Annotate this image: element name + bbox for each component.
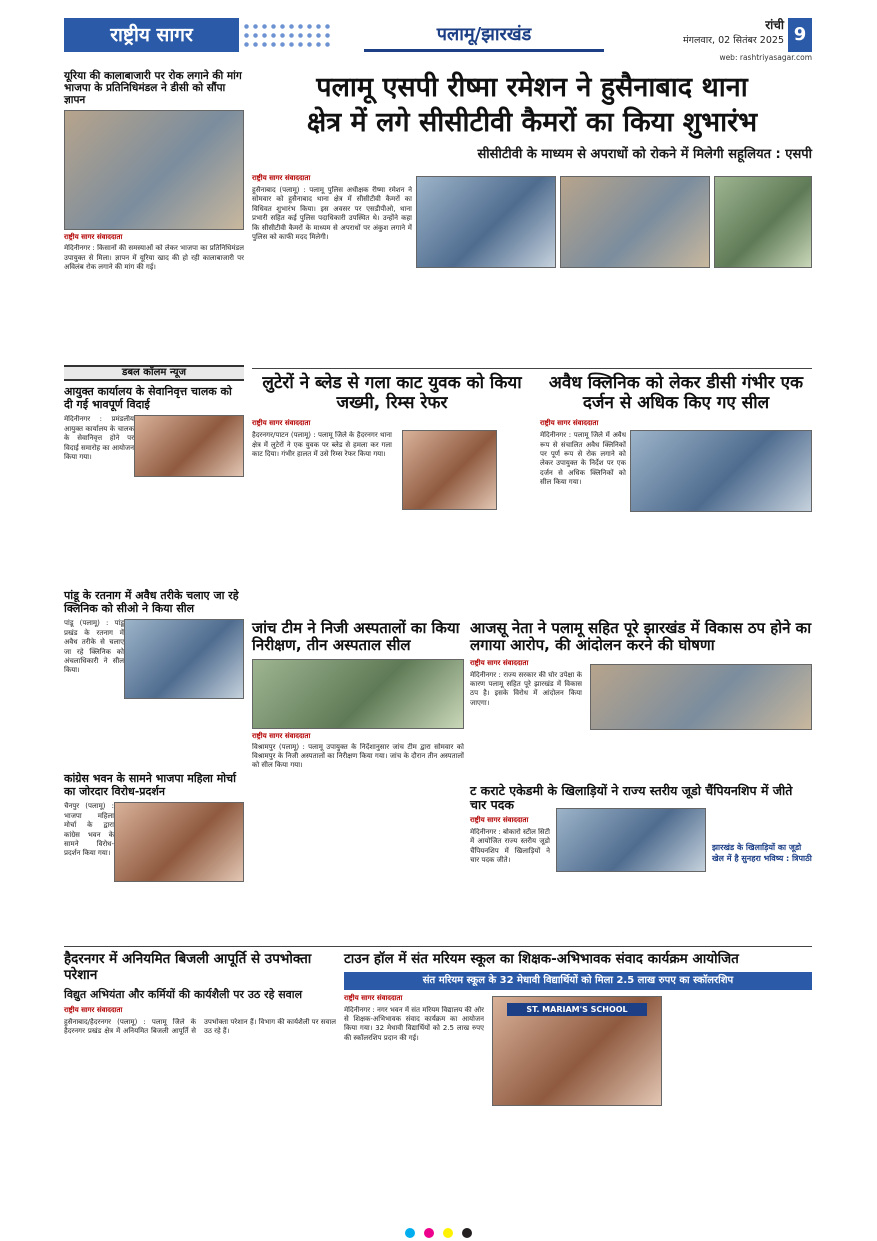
left-item-3-headline: कांग्रेस भवन के सामने भाजपा महिला मोर्चा का जोरदार विरोध-प्रदर्शन bbox=[64, 772, 236, 798]
electricity-byline: राष्ट्रीय सागर संवाददाता bbox=[64, 1006, 123, 1015]
left-top-byline: राष्ट्रीय सागर संवाददाता bbox=[64, 233, 123, 242]
left-top-photo bbox=[64, 110, 244, 230]
school-story bbox=[344, 952, 812, 1222]
city-date-block bbox=[619, 18, 784, 52]
ajsu-photo bbox=[590, 664, 812, 730]
cyan-mark bbox=[405, 1228, 415, 1238]
ajsu-headline: आजसू नेता ने पलामू सहित पूरे झारखंड में विकास ठप होने का लगाया आरोप, की आंदोलन करने की घोषणा bbox=[470, 619, 812, 655]
edition-date: मंगलवार, 02 सितंबर 2025 bbox=[682, 35, 784, 46]
masthead bbox=[64, 18, 812, 64]
blade-story bbox=[252, 374, 532, 614]
school-byline: राष्ट्रीय सागर संवाददाता bbox=[344, 993, 403, 1002]
clinic-byline: राष्ट्रीय सागर संवाददाता bbox=[540, 419, 599, 428]
double-column-band: डबल कॉलम न्यूज bbox=[64, 365, 244, 381]
blade-body: हैदरनगर/पाटन (पलामू) : पलामू जिले के हैदरनगर थाना क्षेत्र में लुटेरों ने एक युवक पर ब्लेड से हमला कर गला काट दिया। गंभीर हालत में उसे रिम्स रेफर किया गया। bbox=[252, 431, 392, 458]
clinic-story bbox=[540, 374, 812, 614]
lead-subheadline: सीसीटीवी के माध्यम से अपराधों को रोकने में मिलेगी सहूलियत : एसपी bbox=[477, 147, 812, 163]
ajsu-story bbox=[470, 620, 812, 780]
magenta-mark bbox=[424, 1228, 434, 1238]
clinic-body: मेदिनीनगर : पलामू जिले में अवैध रूप से संचालित अवैध क्लिनिकों पर पूर्ण रूप से रोक लगाने को लेकर उपायुक्त के निर्देश पर एक दर्जन से अधिक क्लिनिकों को सील किया गया। bbox=[540, 431, 626, 487]
blade-headline: लुटेरों ने ब्लेड से गला काट युवक को किया जख्मी, रिम्स रेफर bbox=[262, 373, 522, 413]
divider bbox=[64, 946, 812, 947]
left-item-2-photo bbox=[124, 619, 244, 699]
left-item-1 bbox=[64, 386, 244, 586]
lead-body: हुसैनाबाद (पलामू) : पलामू पुलिस अधीक्षक रीष्मा रमेशन ने सोमवार को हुसैनाबाद थाना क्षेत्र में सीसीटीवी कैमरों का विधिवत शुभारंभ किया। इस अवसर पर एसडीपीओ, थाना प्रभारी सहित कई पुलिस पदाधिकारी उपस्थित थे। उन्होंने कहा कि सीसीटीवी कैमरों के माध्यम से अपराधों पर अंकुश लगाने में पुलिस को काफी मदद मिलेगी। bbox=[252, 186, 412, 242]
clinic-photo bbox=[630, 430, 812, 512]
hospital-story bbox=[252, 620, 464, 940]
left-item-3-body: चैनपुर (पलामू) : भाजपा महिला मोर्चा के द्वारा कांग्रेस भवन के सामने विरोध-प्रदर्शन किया गया। bbox=[64, 802, 114, 858]
divider bbox=[252, 368, 812, 369]
left-item-1-photo bbox=[134, 415, 244, 477]
electricity-story bbox=[64, 952, 336, 1222]
left-item-3-photo bbox=[114, 802, 244, 882]
section-title: पलामू/झारखंड bbox=[364, 18, 604, 52]
lead-byline: राष्ट्रीय सागर संवाददाता bbox=[252, 174, 311, 182]
blade-byline: राष्ट्रीय सागर संवाददाता bbox=[252, 419, 311, 428]
left-top-headline: यूरिया की कालाबाजारी पर रोक लगाने की मांग भाजपा के प्रतिनिधिमंडल ने डीसी को सौंपा ज्ञापन bbox=[64, 70, 242, 107]
school-photo-sign: ST. MARIAM'S SCHOOL bbox=[507, 1003, 647, 1016]
edition-city: रांची bbox=[765, 18, 784, 32]
dot-pattern-decoration bbox=[242, 22, 332, 48]
left-item-2-body: पांडू (पलामू) : पांडू प्रखंड के रतनाग में अवैध तरीके से चलाए जा रहे क्लिनिक को अंचलाधिकारी ने सील किया। bbox=[64, 619, 124, 675]
left-item-3 bbox=[64, 773, 244, 943]
hospital-headline: जांच टीम ने निजी अस्पतालों का किया निरीक्षण, तीन अस्पताल सील bbox=[252, 619, 460, 655]
black-mark bbox=[462, 1228, 472, 1238]
judo-headline: ट कराटे एकेडमी के खिलाड़ियों ने राज्य स्तरीय जूडो चैंपियनशिप में जीते चार पदक bbox=[470, 783, 793, 813]
judo-body: मेदिनीनगर : बोकारो स्टील सिटी में आयोजित राज्य स्तरीय जूडो चैंपियनशिप में खिलाड़ियों ने चार पदक जीते। bbox=[470, 827, 550, 864]
hospital-photo bbox=[252, 659, 464, 729]
hospital-body: विश्रामपुर (पलामू) : पलामू उपायुक्त के निर्देशानुसार जांच टीम द्वारा सोमवार को विश्रामपुर के निजी अस्पतालों का निरीक्षण किया गया। जांच के दौरान तीन अस्पतालों को सील किया गया। bbox=[252, 742, 464, 770]
electricity-body: हुसैनाबाद/हैदरनगर (पलामू) : पलामू जिले के हैदरनगर प्रखंड क्षेत्र में अनियमित बिजली आपूर्ति से उपभोक्ता परेशान हैं। विभाग की कार्यशैली पर सवाल उठ रहे हैं। bbox=[64, 1018, 336, 1036]
judo-subhead: झारखंड के खिलाड़ियों का जूडो खेल में है सुनहरा भविष्य : त्रिपाठी bbox=[712, 843, 812, 863]
school-banner: संत मरियम स्कूल के 32 मेधावी विद्यार्थियों को मिला 2.5 लाख रुपए का स्कॉलरशिप bbox=[344, 972, 812, 990]
school-body: मेदिनीनगर : नगर भवन में संत मरियम विद्यालय की ओर से शिक्षक-अभिभावक संवाद कार्यक्रम का आयोजन किया गया। 32 मेधावी विद्यार्थियों को 2.5 लाख रुपए की स्कॉलरशिप प्रदान की गई। bbox=[344, 1005, 484, 1042]
judo-story bbox=[470, 784, 812, 942]
ajsu-body: मेदिनीनगर : राज्य सरकार की घोर उपेक्षा के कारण पलामू सहित पूरे झारखंड में विकास ठप है। इसके विरोध में आंदोलन किया जाएगा। bbox=[470, 670, 582, 707]
lead-photo-1 bbox=[416, 176, 556, 268]
left-item-2 bbox=[64, 590, 244, 770]
lead-photo-3 bbox=[714, 176, 812, 268]
lead-headline-block bbox=[252, 72, 812, 172]
page-number: 9 bbox=[788, 18, 812, 52]
newspaper-brand: राष्ट्रीय सागर bbox=[64, 18, 239, 52]
judo-photo bbox=[556, 808, 706, 872]
judo-byline: राष्ट्रीय सागर संवाददाता bbox=[470, 815, 529, 824]
lead-photo-2 bbox=[560, 176, 710, 268]
electricity-subheadline: विद्युत अभियंता और कर्मियों की कार्यशैली पर उठ रहे सवाल bbox=[64, 988, 303, 1002]
left-item-1-headline: आयुक्त कार्यालय के सेवानिवृत्त चालक को दी गई भावपूर्ण विदाई bbox=[64, 385, 232, 411]
ajsu-byline: राष्ट्रीय सागर संवाददाता bbox=[470, 658, 529, 667]
print-registration-marks bbox=[0, 1223, 877, 1233]
lead-headline-line1: पलामू एसपी रीष्मा रमेशन ने हुसैनाबाद थाना bbox=[316, 72, 748, 103]
school-headline: टाउन हॉल में संत मरियम स्कूल का शिक्षक-अभिभावक संवाद कार्यक्रम आयोजित bbox=[344, 951, 739, 967]
website: web: rashtriyasagar.com bbox=[719, 53, 812, 62]
clinic-headline: अवैध क्लिनिक को लेकर डीसी गंभीर एक दर्जन से अधिक किए गए सील bbox=[548, 373, 804, 413]
left-top-story bbox=[64, 70, 244, 360]
yellow-mark bbox=[443, 1228, 453, 1238]
left-top-body: मेदिनीनगर : किसानों की समस्याओं को लेकर भाजपा का प्रतिनिधिमंडल उपायुक्त से मिला। ज्ञापन में यूरिया खाद की हो रही कालाबाजारी पर अविलंब रोक लगाने की मांग की गई। bbox=[64, 244, 244, 271]
school-photo bbox=[492, 996, 662, 1106]
lead-col-1 bbox=[252, 174, 412, 364]
left-item-1-body: मेदिनीनगर : प्रमंडलीय आयुक्त कार्यालय के चालक के सेवानिवृत्त होने पर विदाई समारोह का आयोजन किया गया। bbox=[64, 415, 134, 461]
left-item-2-headline: पांडू के रतनाग में अवैध तरीके चलाए जा रहे क्लिनिक को सीओ ने किया सील bbox=[64, 589, 239, 615]
hospital-byline: राष्ट्रीय सागर संवाददाता bbox=[252, 731, 311, 740]
blade-victim-photo bbox=[402, 430, 497, 510]
lead-headline-line2: क्षेत्र में लगे सीसीटीवी कैमरों का किया शुभारंभ bbox=[306, 107, 758, 139]
electricity-headline: हैदरनगर में अनियमित बिजली आपूर्ति से उपभोक्ता परेशान bbox=[64, 951, 312, 983]
